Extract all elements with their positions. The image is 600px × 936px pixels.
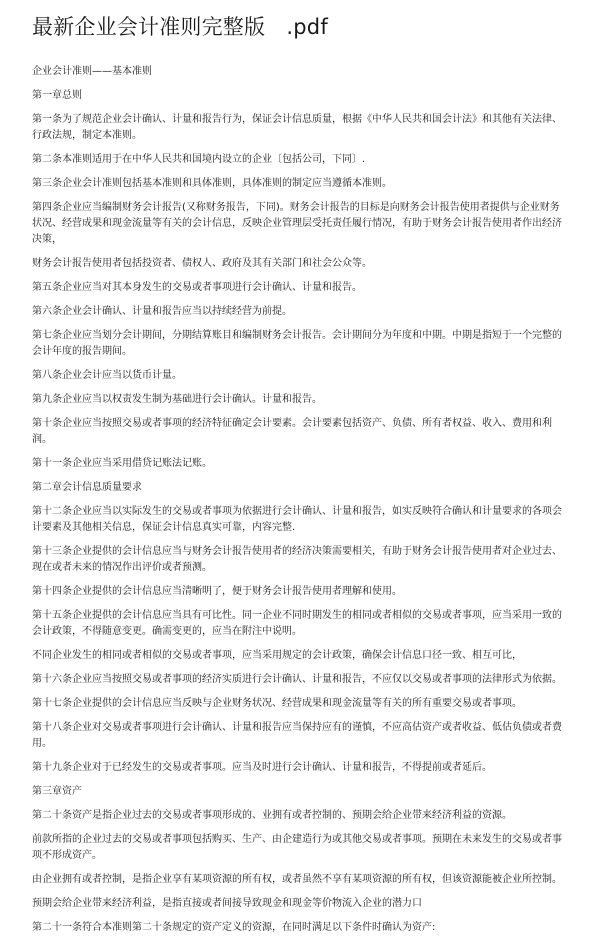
paragraph: 第五条企业应当对其本身发生的交易或者事项进行会计确认、计量和报告。 xyxy=(32,282,362,293)
paragraph: 不同企业发生的相同或者相似的交易或者事项，应当采用规定的会计政策，确保会计信息口径一致、相互可比， xyxy=(32,650,522,661)
paragraph: 第十二条企业应当以实际发生的交易或者事项为依据进行会计确认、计量和报告，如实反映符合确认和计量要求的各项会计要素及其他相关信息，保证会计信息真实可靠，内容完整. xyxy=(32,506,562,533)
paragraph: 第十三条企业提供的会计信息应当与财务会计报告使用者的经济决策需要相关，有助于财务会计报告使用者对企业过去、现在或者未来的情况作出评价或者预测。 xyxy=(32,546,562,573)
paragraph: 第七条企业应当划分会计期间，分期结算账目和编制财务会计报告。会计期间分为年度和中期。中期是指短于一个完整的会计年度的报告期间。 xyxy=(32,330,562,357)
paragraph: 第九条企业应当以权责发生制为基础进行会计确认。计量和报告。 xyxy=(32,394,322,405)
chapter-heading: 第三章资产 xyxy=(32,786,82,797)
paragraph: 财务会计报告使用者包括投资者、债权人、政府及其有关部门和社会公众等。 xyxy=(32,258,372,269)
paragraph: 前款所指的企业过去的交易或者事项包括购买、生产、由企建造行为或其他交易或者事项。预期在未来发生的交易或者事项不形成资产。 xyxy=(32,834,562,861)
paragraph: 第六条企业会计确认、计量和报告应当以持续经营为前提。 xyxy=(32,306,292,317)
paragraph: 第二条本准则适用于在中华人民共和国境内设立的企业〔包括公司，下同〕. xyxy=(32,154,366,165)
paragraph: 第十一条企业应当采用借贷记账法记账。 xyxy=(32,458,212,469)
paragraph: 第二十一条符合本准则第二十条规定的资产定义的资源，在同时满足以下条件时确认为资产: xyxy=(32,922,436,933)
paragraph: 第八条企业会计应当以货币计量。 xyxy=(32,370,182,381)
paragraph: 由企业拥有或者控制，是指企业享有某项资源的所有权，或者虽然不享有某项资源的所有权，但该资源能被企业所控制。 xyxy=(32,874,562,885)
paragraph: 企业会计准则——基本准则 xyxy=(32,66,152,77)
paragraph: 第十七条企业提供的会计信息应当反映与企业财务状况、经营成果和现金流量等有关的所有重要交易或者事项。 xyxy=(32,698,522,709)
paragraph: 第十八条企业对交易或者事项进行会计确认、计量和报告应当保持应有的谨慎，不应高估资产或者收益、低估负债或者费用。 xyxy=(32,722,562,749)
paragraph: 第十四条企业提供的会计信息应当清晰明了，便于财务会计报告使用者理解和使用。 xyxy=(32,586,402,597)
paragraph: 第一条为了规范企业会计确认、计量和报告行为，保证会计信息质量，根据《中华人民共和国会计法》和其他有关法律、行政法规，制定本准则。 xyxy=(32,114,562,141)
chapter-heading: 第二章会计信息质量要求 xyxy=(32,482,142,493)
paragraph: 第十条企业应当按照交易或者事项的经济特征确定会计要素。会计要素包括资产、负债、所有者权益、收入、费用和利润。 xyxy=(32,418,552,445)
paragraph: 第四条企业应当编制财务会计报告(又称财务报告，下同)。财务会计报告的目标是向财务会计报告使用者提供与企业财务状况、经营成果和现金流量等有关的会计信息，反映企业管理层受托责任履行情况，有助于财务会计报告使用者作出经济决策， xyxy=(32,202,562,245)
chapter-heading: 第一章总则 xyxy=(32,90,82,101)
paragraph: 第十九条企业对于已经发生的交易或者事项。应当及时进行会计确认、计量和报告，不得提前或者延后。 xyxy=(32,762,492,773)
paragraph: 第十六条企业应当按照交易或者事项的经济实质进行会计确认、计量和报告，不应仅以交易或者事项的法律形式为依据。 xyxy=(32,674,562,685)
document-body xyxy=(32,64,568,936)
paragraph: 第三条企业会计准则包括基本准则和具体准则，具体准则的制定应当遵循本准则。 xyxy=(32,178,392,189)
paragraph: 第二十条资产是指企业过去的交易或者事项形成的、业拥有或者控制的、预期会给企业带来经济利益的资源。 xyxy=(32,810,512,821)
paragraph: 预期会给企业带来经济利益，是指直接或者间接导致现金和现金等价物流入企业的潜力口 xyxy=(32,898,422,909)
paragraph: 第十五条企业提供的会计信息应当具有可比性。同一企业不同时期发生的相同或者相似的交易或者事项，应当采用一致的会计政策，不得随意变更。确需变更的，应当在附注中说明。 xyxy=(32,610,562,637)
document-title: 最新企业会计准则完整版 .pdf xyxy=(32,15,328,39)
